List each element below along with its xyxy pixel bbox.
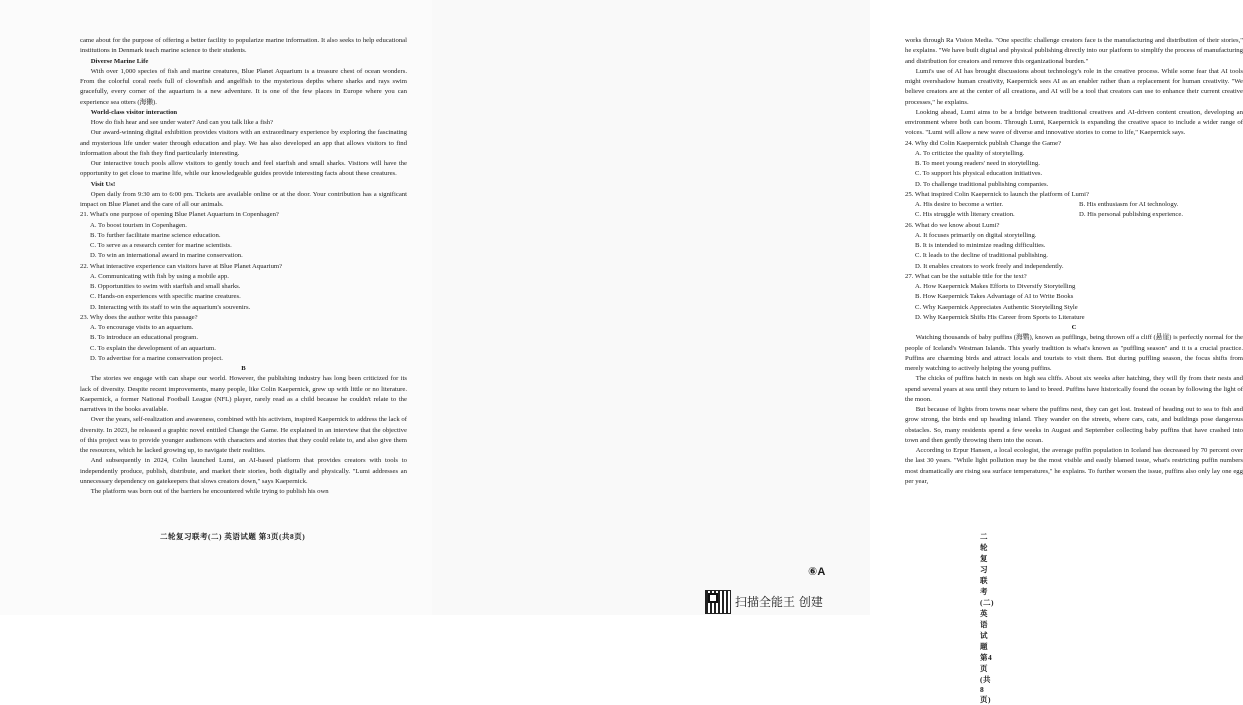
paragraph: The platform was born out of the barriers he encountered while trying to publish his own [90, 488, 329, 495]
paragraph: With over 1,000 species of fish and marine creatures, Blue Planet Aquarium is a treasure chest of ocean wonders. From the colorful coral reefs full of clownfish and angelfish to the mysterious depths where sharks and rays swim gracefully, every corner of the aquarium is a new adventure. It is one of the few places in Europe where you can experience sea otters (海獭). [80, 67, 407, 106]
question-text: 24. Why did Colin Kaepernick publish Change the Game? [905, 139, 1062, 147]
option-text: C. Why Kaepernick Appreciates Authentic Storytelling Style [915, 303, 1078, 311]
option-text: C. To support his physical education initiatives. [915, 170, 1043, 178]
option-text: C. To serve as a research center for marine scientists. [90, 242, 232, 249]
option-text: A. His desire to become a writer. [915, 201, 1004, 208]
option-row [905, 210, 1243, 220]
paragraph: Our interactive touch pools allow visitors to gently touch and feel starfish and small sharks. Visitors will have the opportunity to get close to marine life, while our knowledgeable guides provide interesting facts about these creatures. [80, 160, 407, 178]
option-text: A. To boost tourism in Copenhagen. [90, 221, 187, 229]
paragraph: According to Erpur Hansen, a local ecologist, the average puffin population in Iceland has decreased by 70 percent over the last 30 years. "While light pollution may be the most visible and easily blamed issue, what's restricting puffin numbers most dramatically are rising sea surface temperatures," he explains. To further worsen the issue, puffins also only lay one egg per year, [905, 447, 1243, 485]
qr-code-icon [706, 591, 730, 613]
left-column-text [80, 36, 407, 497]
section-heading: World-class visitor interaction [90, 108, 178, 116]
option-text: A. To criticize the quality of storytelling. [915, 149, 1025, 157]
paragraph: The stories we engage with can shape our world. However, the publishing industry has long been criticized for its lack of diversity. Despite recent improvements, many people, like Colin Kaepernick, grew up with little or no literature. Kaepernick, a former National Football League (NFL) player, rarely read as a child because he couldn't relate to the narratives in the books available. [80, 375, 407, 413]
option-text: B. It is intended to minimize reading difficulties. [915, 242, 1046, 249]
option-text: A. How Kaepernick Makes Efforts to Diversify Storytelling [915, 283, 1076, 290]
option-text: D. To advertise for a marine conservation project. [90, 354, 223, 362]
option-text: D. It enables creators to work freely and independently. [915, 262, 1064, 270]
option-text: B. Opportunities to swim with starfish and small sharks. [90, 283, 241, 290]
option-text: A. To encourage visits to an aquarium. [90, 324, 194, 331]
paragraph: Lumi's use of AI has brought discussions about technology's role in the creative process. While some fear that AI tools might overshadow human creativity, Kaepernick sees AI as an enabler rather than a replacement for human creativity. "We believe creators are at the center of all creations, and AI will be a tool that creators can use to enhance their current creative processes," he explains. [905, 67, 1243, 106]
option-text: B. To further facilitate marine science education. [90, 231, 221, 239]
paragraph: And subsequently in 2024, Colin launched Lumi, an AI-based platform that provides creators with tools to independently produce, publish, distribute, and market their stories, both digitally and physically. "Lumi addresses an unnecessary dependency on gatekeepers that slows creators down," says Kaepernick. [80, 457, 407, 485]
paragraph: Our award-winning digital exhibition provides visitors with an extraordinary experience by exploring the fascinating and mysterious life under water through education and play. We has also developed an app that allows visitors to find information about the fish they find particularly interesting. [80, 129, 407, 157]
option-text: C. It leads to the decline of traditional publishing. [915, 252, 1048, 260]
section-heading: Visit Us! [90, 180, 116, 188]
option-text: B. To meet young readers' need in storytelling. [915, 160, 1040, 167]
paragraph: Open daily from 9:30 am to 6:00 pm. Tickets are available online or at the door. Your contribution has a significant impact on Blue Planet and the care of all our animals. [80, 190, 407, 208]
option-text: A. It focuses primarily on digital storytelling. [915, 231, 1037, 239]
question-text: 21. What's one purpose of opening Blue Planet Aquarium in Copenhagen? [80, 211, 279, 219]
paragraph: Looking ahead, Lumi aims to be a bridge between traditional creatives and AI-driven content creation, developing an environment where both can boom. Through Lumi, Kaepernick is expanding the creative space to include a wider range of voices. "Lumi will allow a new wave of diverse and innovative stories to come to life," Kaepernick says. [905, 108, 1243, 137]
question-text: 26. What do we know about Lumi? [905, 221, 1000, 229]
section-heading: Diverse Marine Life [90, 57, 149, 65]
paragraph: works through Ra Vision Media. "One specific challenge creators face is the manufacturing and distribution of their stories," he explains. "We have built digital and physical publishing directly into our platform to simplify the process of manufacturing and distribution for creators and remove this organizational burden." [905, 37, 1243, 65]
paragraph: Watching thousands of baby puffins (海鹦), known as pufflings, being thrown off a cliff (悬崖) is perfectly normal for the people of Iceland's Westman Islands. This yearly tradition is what's known as "puffling season" and it is a crucial practice. Puffins are charming birds and attract locals and tourists to visit them. But during puffling season, the focus shifts from merely watching to actively helping the young puffins. [905, 334, 1243, 372]
left-page [0, 0, 432, 615]
option-text: D. His personal publishing experience. [1079, 211, 1184, 219]
question-text: 27. What can be the suitable title for the text? [905, 272, 1027, 280]
option-text: B. To introduce an educational program. [90, 334, 199, 342]
option-text: D. Interacting with its staff to win the aquarium's souvenirs. [90, 303, 251, 311]
paragraph: How do fish hear and see under water? And can you talk like a fish? [90, 119, 274, 126]
option-text: D. Why Kaepernick Shifts His Career from Sports to Literature [915, 313, 1085, 321]
question-text: 22. What interactive experience can visitors have at Blue Planet Aquarium? [80, 262, 283, 270]
right-page-footer: 二轮复习联考(二) 英语试题 第4页(共8页) [980, 532, 994, 704]
paragraph: But because of lights from towns near where the puffins nest, they can get lost. Instead of heading out to sea to fish and grow strong, the birds end up heading inland. They wander on the streets, where cars, cats, and buildings pose dangerous obstacles. So, many residents spend a few weeks in August and September collecting baby puffins that have crashed into town and then gently throwing them into the ocean. [905, 406, 1243, 444]
option-text: A. Communicating with fish by using a mobile app. [90, 272, 229, 280]
passage-label: C [1071, 324, 1077, 331]
option-text: C. His struggle with literary creation. [915, 211, 1015, 219]
option-row [905, 200, 1243, 210]
passage-label: B [241, 365, 246, 372]
left-page-footer: 二轮复习联考(二) 英语试题 第3页(共8页) [160, 532, 306, 541]
right-page [432, 0, 1243, 704]
option-text: B. How Kaepernick Takes Advantage of AI to Write Books [915, 293, 1074, 301]
option-text: B. His enthusiasm for AI technology. [1079, 201, 1179, 208]
paragraph: came about for the purpose of offering a better facility to popularize marine information. It also seeks to help educational institutions in Denmark teach marine science to their students. [80, 37, 407, 55]
corner-mark: ⑥A [808, 566, 826, 578]
paragraph: Over the years, self-realization and awareness, combined with his activism, inspired Kaepernick to address the lack of diversity. In 2023, he released a graphic novel entitled Change the Game. He explained in an interview that the objective of this project was to provide younger audiences with characters and stories that they could relate to, and also give them the resources, which he lacked growing up, to navigate their realities. [80, 416, 407, 454]
right-column-text [905, 36, 1243, 487]
option-text: D. To challenge traditional publishing companies. [915, 180, 1049, 188]
option-text: D. To win an international award in marine conservation. [90, 252, 243, 260]
scanner-watermark: 扫描全能王 创建 [735, 595, 823, 609]
paragraph: The chicks of puffins hatch in nests on high sea cliffs. About six weeks after hatching, they will fly from their nests and spend several years at sea until they return to land to breed. Puffins have historically found the ocean by following the light of the moon. [905, 375, 1243, 403]
question-text: 23. Why does the author write this passage? [80, 313, 198, 321]
question-text: 25. What inspired Colin Kaepernick to launch the platform of Lumi? [905, 190, 1089, 198]
option-text: C. Hands-on experiences with specific marine creatures. [90, 293, 241, 301]
option-text: C. To explain the development of an aquarium. [90, 344, 216, 352]
